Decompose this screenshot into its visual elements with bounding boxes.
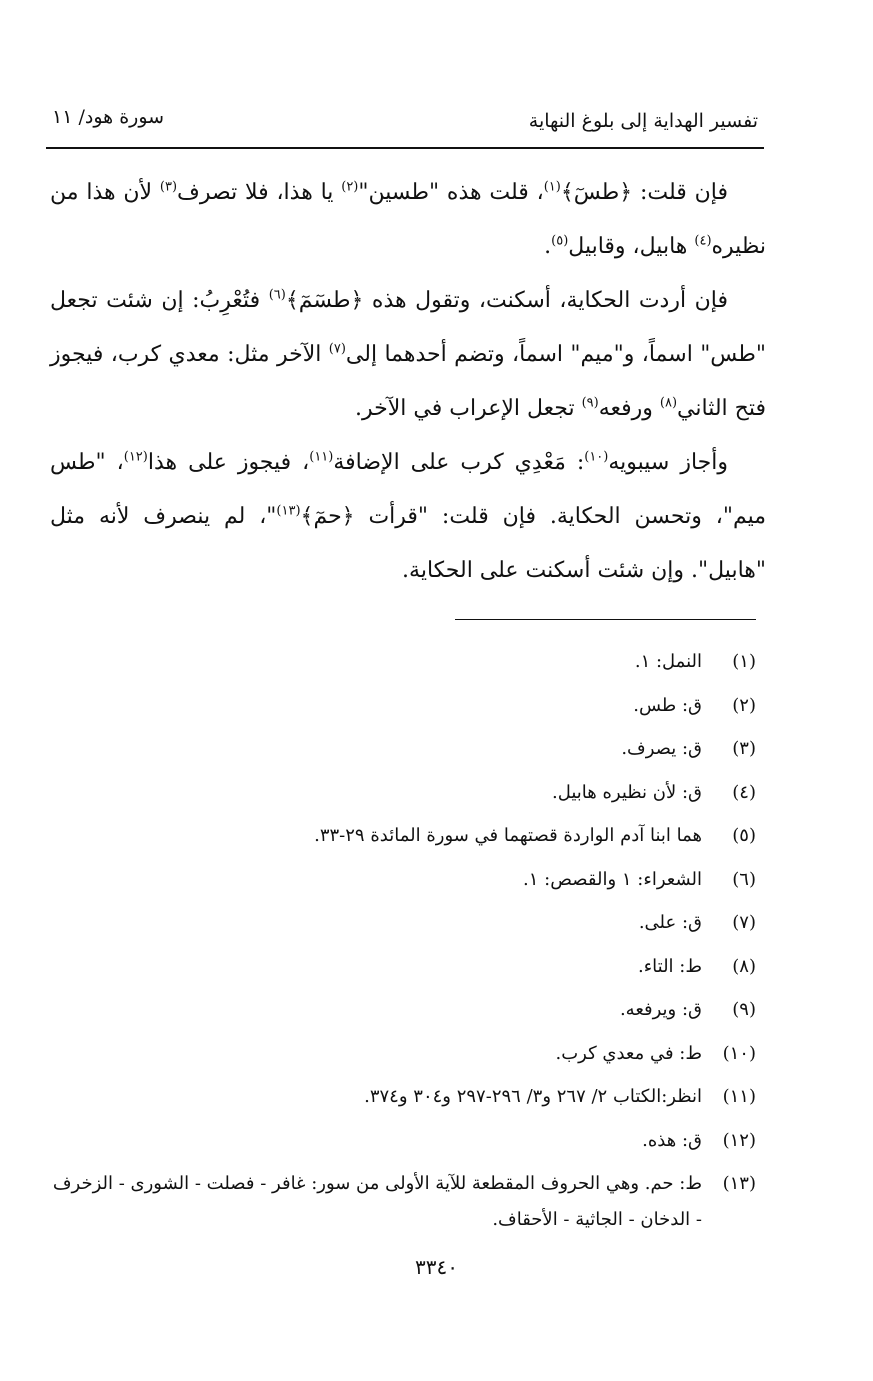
text: ورفعه — [598, 396, 660, 421]
footnote-ref: (٩) — [581, 395, 599, 411]
footnote-ref: (١) — [543, 179, 561, 195]
footnote-number: (١) — [732, 651, 756, 672]
footnote-text: ق: يصرف. — [621, 738, 702, 759]
footnote — [46, 988, 756, 1032]
text: لأن هذا من نظيره — [50, 180, 766, 259]
footnote-text: ق: لأن نظيره هابيل. — [551, 781, 702, 803]
footnote-number: (٧) — [732, 912, 756, 933]
footnote-ref: (١١) — [309, 449, 334, 465]
book-title: تفسير الهداية إلى بلوغ النهاية — [528, 110, 758, 132]
paragraph-3 — [50, 436, 766, 598]
footnote-ref: (١٢) — [123, 449, 148, 465]
footnote-number: (٥) — [732, 825, 756, 846]
footnote-number: (١٠) — [722, 1042, 756, 1064]
footnote-text: النمل: ١. — [634, 651, 702, 672]
text: هابيل، وقابيل — [568, 234, 695, 259]
footnote-number: (٤) — [732, 781, 756, 803]
footnote — [46, 1119, 756, 1163]
text: "، لم ينصرف لأنه مثل "هابيل". وإن شئت أسكنت على الحكاية. — [50, 504, 766, 583]
footnote-number: (١٣) — [722, 1173, 756, 1194]
paragraph-2 — [50, 274, 766, 436]
footnote-text: ق: ويرفعه. — [619, 999, 702, 1020]
footnote — [46, 1075, 756, 1119]
footnote-text: ط: في معدي كرب. — [555, 1042, 702, 1064]
running-header — [46, 100, 764, 146]
text: : مَعْدِي كرب على الإضافة — [333, 450, 585, 475]
footnote-number: (٦) — [732, 868, 756, 890]
footnotes — [46, 640, 756, 1241]
footnote — [46, 814, 756, 858]
footnote-ref: (١٠) — [584, 449, 609, 465]
footnote-text: ق: هذه. — [642, 1129, 702, 1151]
footnote — [46, 771, 756, 815]
footnote-ref: (١٣) — [276, 503, 301, 519]
footnote — [46, 901, 756, 945]
footnote-number: (١١) — [722, 1086, 756, 1107]
header-divider — [46, 147, 764, 149]
footnote-ref: (٣) — [159, 179, 178, 195]
page-number: ٣٣٤٠ — [415, 1255, 458, 1279]
footnote — [46, 945, 756, 989]
footnote-text: ق: على. — [638, 912, 702, 933]
footnote-text: الشعراء: ١ والقصص: ١. — [523, 868, 702, 890]
footnote-ref: (٧) — [328, 341, 346, 357]
footnote — [46, 640, 756, 684]
footnote-number: (٨) — [732, 955, 756, 977]
text: فتُعْرِبُ: إن شئت تجعل "طس" اسماً، و"ميم" اسماً، وتضم أحدهما إلى — [50, 288, 766, 367]
text: الآخر مثل: معدي كرب، فيجوز فتح الثاني — [50, 342, 766, 421]
surah-label: سورة هود/ ١١ — [52, 106, 165, 128]
text: ، فيجوز على هذا — [147, 450, 310, 475]
text: . — [544, 234, 552, 259]
footnote-number: (١٢) — [722, 1129, 756, 1151]
text: ، "طس ميم"، وتحسن الحكاية. فإن قلت: "قرأت ﴿حمٓ﴾ — [50, 450, 767, 529]
footnote-text: ط: حم. وهي الحروف المقطعة للآية الأولى من سور: غافر - فصلت - الشورى - الزخرف — [52, 1173, 702, 1194]
footnote-ref: (٤) — [694, 233, 712, 249]
footnote-ref: (٥) — [551, 233, 569, 249]
text: ، قلت هذه "طسين" — [358, 180, 544, 205]
footnote-number: (٣) — [732, 738, 756, 759]
footnote-continuation: - الدخان - الجاثية - الأحقاف. — [492, 1208, 702, 1230]
footnote-text: ط: التاء. — [637, 955, 702, 977]
footnote-text: ق: طس. — [633, 694, 702, 716]
footnote-ref: (٢) — [341, 179, 359, 195]
text: فإن قلت: ﴿طسٓ﴾ — [560, 180, 728, 205]
text: تجعل الإعراب في الآخر. — [355, 396, 582, 421]
footnote — [46, 858, 756, 902]
text: يا هذا، فلا تصرف — [177, 180, 342, 205]
footnote-ref: (٦) — [268, 287, 286, 303]
footnote-number: (٢) — [732, 694, 756, 716]
footnote-number: (٩) — [732, 999, 756, 1020]
paragraph-1 — [50, 166, 766, 274]
main-text — [50, 166, 766, 598]
footnote-text: هما ابنا آدم الواردة قصتهما في سورة المائدة ٢٩-٣٣. — [314, 825, 702, 846]
text: وأجاز سيبويه — [608, 450, 728, 475]
text: فإن أردت الحكاية، أسكنت، وتقول هذه ﴿طسٓمٓ﴾ — [285, 288, 728, 313]
footnote-divider — [455, 619, 756, 620]
footnote — [46, 1032, 756, 1076]
footnote-text: انظر:الكتاب ٢/ ٢٦٧ و٣/ ٢٩٦-٢٩٧ و٣٠٤ و٣٧٤. — [364, 1086, 702, 1107]
footnote — [46, 727, 756, 771]
footnote — [46, 684, 756, 728]
footnote-ref: (٨) — [659, 395, 678, 411]
